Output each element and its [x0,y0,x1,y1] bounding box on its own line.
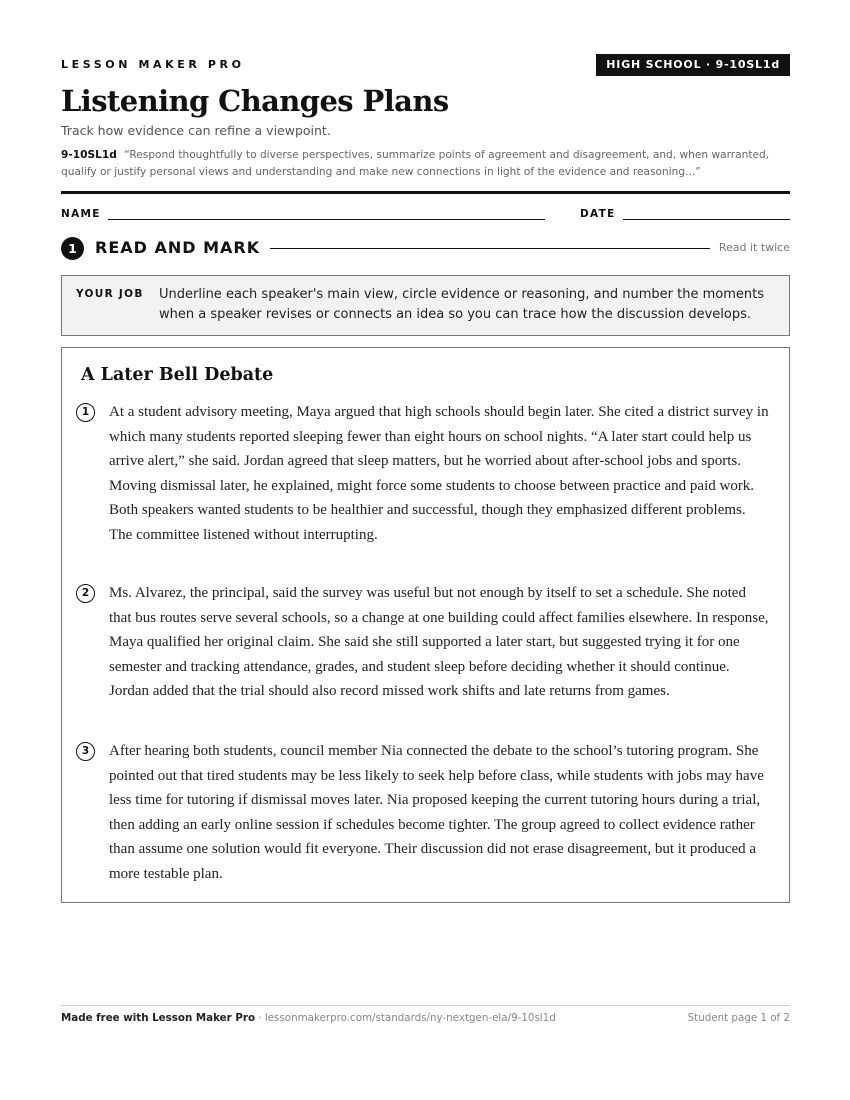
section-header [61,236,790,260]
name-label: NAME [61,208,101,220]
paragraph-number: 1 [76,403,95,422]
standard-text: “Respond thoughtfully to diverse perspectives, summarize points of agreement and disagreement, and, when warranted, qualify or justify personal views and understanding and make new connections in light of the evidence and reasoning...” [61,149,770,178]
standard-code: 9-10SL1d [61,149,117,161]
paragraph-text: After hearing both students, council member Nia connected the debate to the school’s tutoring program. She pointed out that tired students may be less likely to seek help before class, while students with jobs may have less time for tutoring if dismissal moves later. Nia proposed keeping the current tutoring hours during a trial, then adding an early online session if schedules become tighter. The group agreed to collect evidence rather than assume one solution would fit everyone. Their discussion did not erase disagreement, but it produced a more testable plan. [109,743,764,882]
page-title: Listening Changes Plans [61,84,449,118]
paragraph-text: Ms. Alvarez, the principal, said the survey was useful but not enough by itself to set a schedule. She noted that bus routes serve several schools, so a change at one building could affect families elsewhere. In response, Maya qualified her original claim. She said she still supported a later start, but suggested trying it for one semester and tracking attendance, grades, and student sleep before deciding whether it should continue. Jordan added that the trial should also record missed work shifts and late returns from games. [109,585,769,699]
paragraph-number: 2 [76,584,95,603]
grade-badge: HIGH SCHOOL · 9-10SL1d [596,54,790,76]
header-divider [61,191,790,194]
date-field[interactable] [623,219,790,220]
reading-passage [61,347,790,903]
page-subtitle: Track how evidence can refine a viewpoint. [61,123,331,138]
section-title: READ AND MARK [95,238,261,257]
footer-separator: · [255,1012,265,1024]
worksheet-page [61,0,790,1100]
name-field[interactable] [108,219,545,220]
section-divider [270,248,710,249]
standard-statement [61,147,790,181]
section-number-badge: 1 [61,237,84,260]
passage-title: A Later Bell Debate [81,365,274,385]
paragraph-text: At a student advisory meeting, Maya argued that high schools should begin later. She cited a district survey in which many students reported sleeping fewer than eight hours on school nights. “A later start could help us arrive alert,” she said. Jordan agreed that sleep matters, but he worried about after-school jobs and sports. Moving dismissal later, he explained, might force some students to choose between practice and paid work. Both speakers wanted students to be healthier and successful, though they emphasized different problems. The committee listened without interrupting. [109,404,769,543]
footer-url[interactable]: lessonmakerpro.com/standards/ny-nextgen-ela/9-10sl1d [264,1012,556,1024]
brand-name: LESSON MAKER PRO [61,58,245,71]
footer-page-number: Student page 1 of 2 [687,1012,790,1024]
date-label: DATE [580,208,616,220]
job-instructions-box [61,275,790,336]
footer-credit [61,1012,556,1024]
name-date-row [61,207,790,227]
section-note: Read it twice [718,241,790,254]
footer-made-with: Made free with Lesson Maker Pro [61,1012,256,1024]
job-text: Underline each speaker's main view, circle evidence or reasoning, and number the moments when a speaker revises or connects an idea so you can trace how the discussion develops. [159,287,764,322]
paragraph-number: 3 [76,742,95,761]
footer-divider [61,1005,790,1006]
job-label: YOUR JOB [76,288,144,300]
